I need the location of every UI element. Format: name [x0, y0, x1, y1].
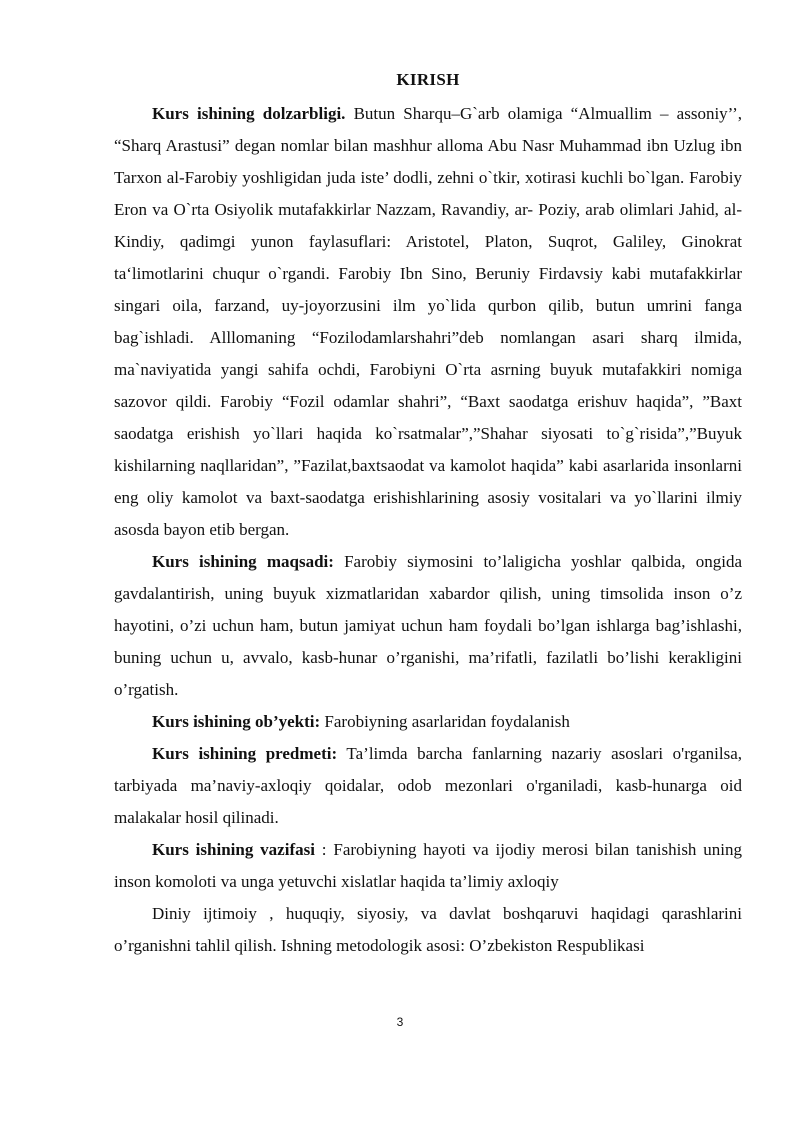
paragraph-text: Diniy ijtimoiy , huquqiy, siyosiy, va davlat boshqaruvi haqidagi qarashlarini o’rganishni tahlil qilish. Ishning metodologik asosi: O’zbekiston Respublikasi: [114, 904, 742, 955]
paragraph-text: Butun Sharqu–G`arb olamiga “Almuallim – assoniy’’, “Sharq Arastusi” degan nomlar bilan mashhur alloma Abu Nasr Muhammad ibn Uzlug ibn Tarxon al-Farobiy yoshligidan juda iste’ dodli, zehni o`tkir, xotirasi kuchli bo`lgan. Farobiy Eron va O`rta Osiyolik mutafakkirlar Nazzam, Ravandiy, ar- Poziy, arab olimlari Jahid, al-Kindiy, qadimgi yunon faylasuflari: Aristotel, Platon, Suqrot, Galiley, Ginokrat ta‘limotlarini chuqur o`rgandi. Farobiy Ibn Sino, Beruniy Firdavsiy kabi mutafakkirlar singari oila, farzand, uy-joyorzusini ilm yo`lida qurbon qilib, butun umrini fanga bag`ishladi. Alllomaning “Fozilodamlarshahri”deb nomlangan asari sharq ilmida, ma`naviyatida yangi sahifa ochdi, Farobiyni O`rta asrning buyuk mutafakkiri nomiga sazovor qildi. Farobiy “Fozil odamlar shahri”, “Baxt saodatga erishuv haqida”, ”Baxt saodatga erishish yo`llari haqida ko`rsatmalar”,”Shahar siyosati to`g`risida”,”Buyuk kishilarning naqllaridan”, ”Fazilat,baxtsaodat va kamolot haqida” kabi asarlarida insonlarni eng oliy kamolot va baxt-saodatga erishishlarining asosiy vositalari va yo`llarini ilmiy asosda bayon etib bergan.: [114, 104, 742, 539]
paragraph-goal: [114, 546, 742, 706]
paragraph-text: Ta’limda barcha fanlarning nazariy asoslari o'rganilsa, tarbiyada ma’naviy-axloqiy qoidalar, odob mezonlari o'rganiladi, kasb-hunarga oid malakalar hosil qilinadi.: [114, 744, 742, 827]
paragraph-heading: Kurs ishining ob’yekti:: [152, 712, 321, 731]
document-page: [114, 70, 742, 962]
paragraph-object: [114, 706, 742, 738]
paragraph-methodology: [114, 898, 742, 962]
paragraph-text: : Farobiyning hayoti va ijodiy merosi bilan tanishish uning inson komoloti va unga yetuvchi xislatlar haqida ta’limiy axloqiy: [114, 840, 743, 891]
section-title: KIRISH: [396, 70, 460, 89]
paragraph-text: Farobiyning asarlaridan foydalanish: [320, 712, 570, 731]
paragraph-heading: Kurs ishining maqsadi:: [152, 552, 334, 571]
paragraph-tasks: [114, 834, 742, 898]
paragraph-text: Farobiy siymosini to’laligicha yoshlar qalbida, ongida gavdalantirish, uning buyuk xizmatlaridan xabardor qilish, uning timsolida inson o’z hayotini, o’zi uchun ham, butun jamiyat uchun ham foydali bo’lgan ishlarga bag’ishlashi, buning uchun u, avvalo, kasb-hunar o’rganishi, ma’rifatli, fazilatli bo’lishi kerakligini o’rgatish.: [114, 552, 742, 699]
paragraph-heading: Kurs ishining dolzarbligi.: [152, 104, 346, 123]
paragraph-relevance: [114, 98, 742, 546]
paragraph-heading: Kurs ishining vazifasi: [152, 840, 315, 859]
paragraph-heading: Kurs ishining predmeti:: [152, 744, 338, 763]
paragraph-subject: [114, 738, 742, 834]
page-number: 3: [396, 1015, 404, 1029]
